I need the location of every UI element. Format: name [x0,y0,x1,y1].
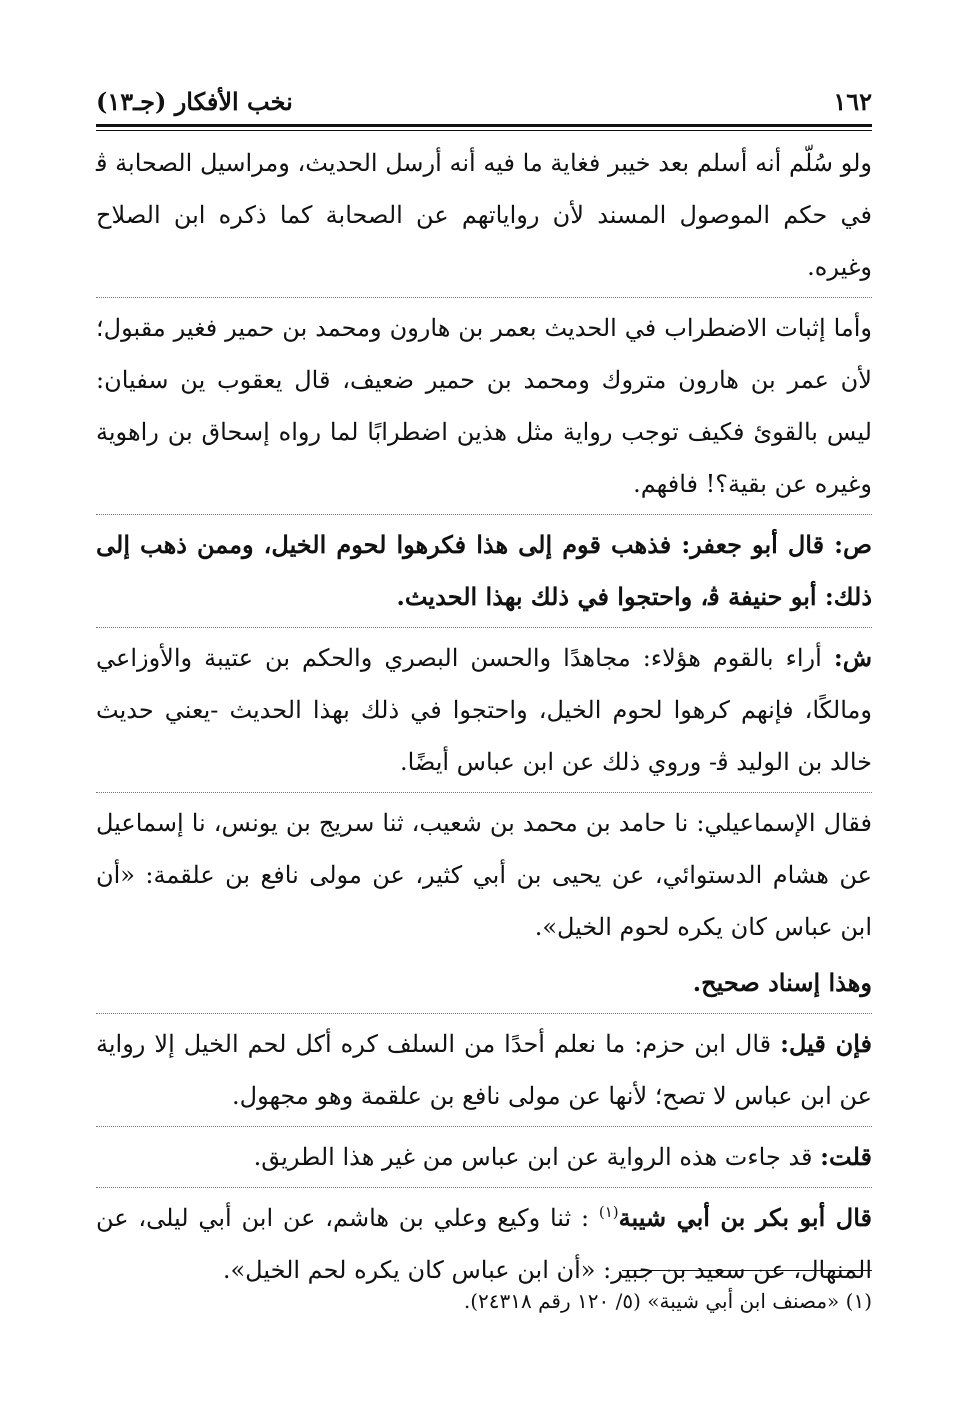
paragraph-qultu [96,1126,872,1187]
paragraph-text: قد جاءت هذه الرواية عن ابن عباس من غير هذا الطريق. [253,1143,813,1171]
paragraph-matn-abu-jafar [96,514,872,627]
paragraph-text: قال ابن حزم: ما نعلم أحدًا من السلف كره أكل لحم الخيل إلا رواية عن ابن عباس لا تصح؛ لأنها عن مولى نافع بن علقمة وهو مجهول. [96,1030,872,1110]
matn-marker: ص: [834,530,872,559]
paragraph-text: وأما إثبات الاضطراب في الحديث بعمر بن هارون ومحمد بن حمير فغير مقبول؛ لأن عمر بن هارون متروك ومحمد بن حمير ضعيف، قال يعقوب ين سفيان: ليس بالقوئ فكيف توجب رواية مثل هذين اضطرابًا لما رواه إسحاق بن راهوية وغيره عن بقية؟! فافهم. [96,314,872,498]
objection-marker: فإن قيل: [780,1029,873,1058]
paragraph-text: وهذا إسناد صحيح. [692,968,872,997]
page-number: ١٦٢ [833,87,872,116]
paragraph-sharh [96,627,872,792]
footnote-area [96,1270,872,1317]
header-rule [96,124,872,127]
paragraph-text: فقال الإسماعيلي: نا حامد بن محمد بن شعيب، ثنا سريج بن يونس، نا إسماعيل عن هشام الدستوائي، عن يحيى بن أبي كثير، عن مولى نافع بن علقمة: «أن ابن عباس كان يكره لحوم الخيل». [96,809,872,941]
paragraph-text: ولو سُلّم أنه أسلم بعد خيبر فغاية ما فيه أنه أرسل الحديث، ومراسيل الصحابة ﭬ في حكم الموصول المسند لأن رواياتهم عن الصحابة كما ذكره ابن الصلاح وغيره. [96,149,872,281]
narrator-lead: قال أبو بكر بن أبي شيبة [618,1203,872,1232]
footnote-reference[interactable]: (١) [598,1203,619,1221]
header-rule-thin [96,130,872,131]
paragraph-ismaili-isnad [96,792,872,957]
paragraph-isnad-sahih [96,957,872,1013]
book-title: نخب الأفكار (جـ١٣) [96,87,293,116]
book-page [96,72,872,1362]
running-header [96,72,872,124]
footnote: (١) «مصنف ابن أبي شيبة» (٥/ ١٢٠ رقم ٢٤٣١٨). [463,1289,872,1313]
paragraph-idtirab [96,297,872,514]
reply-marker: قلت: [820,1142,872,1171]
paragraph-text: : ثنا وكيع وعلي بن هاشم، عن ابن أبي ليلى، عن المنهال، عن سعيد بن جبير: «أن ابن عباس كان يكره لحم الخيل». [96,1204,872,1284]
sharh-marker: ش: [833,643,872,672]
footnote-rule [622,1270,872,1271]
paragraph-text: أراء بالقوم هؤلاء: مجاهدًا والحسن البصري والحكم بن عتيبة والأوزاعي ومالكًا، فإنهم كرهوا لحوم الخيل، واحتجوا في ذلك بهذا الحديث -يعني حديث خالد بن الوليد ﭬ- وروي ذلك عن ابن عباس أيضًا. [96,644,872,776]
paragraph-in-qila [96,1013,872,1126]
paragraph-text: قال أبو جعفر: فذهب قوم إلى هذا فكرهوا لحوم الخيل، وممن ذهب إلى ذلك: أبو حنيفة ﭬ، واحتجوا في ذلك بهذا الحديث. [96,530,872,611]
body-text [96,137,872,1300]
paragraph-mursal-sahaba [96,137,872,297]
